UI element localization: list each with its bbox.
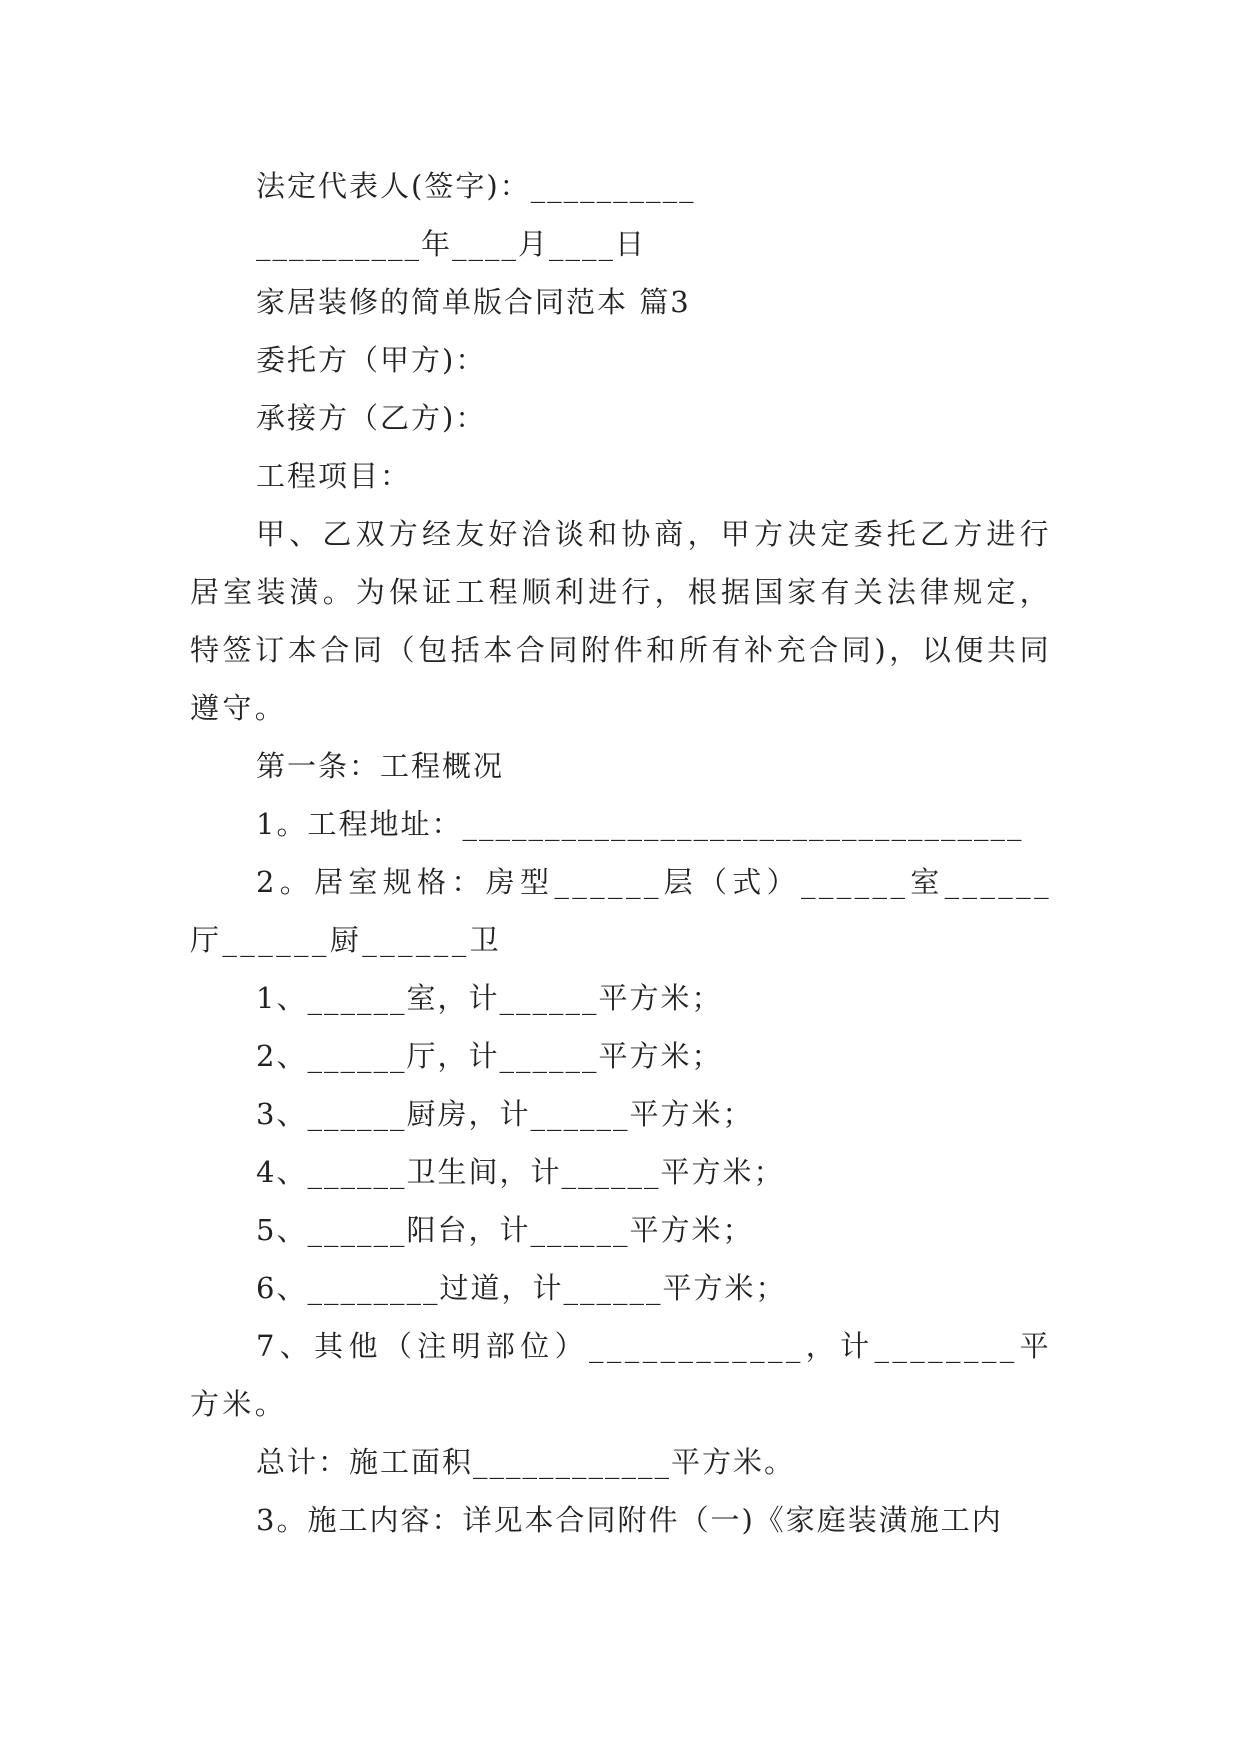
project-address-line: 1。工程地址：__________________________________ xyxy=(256,807,1024,841)
section-title: 家居装修的简单版合同范本 篇3 xyxy=(256,285,691,319)
legal-representative-signature-line: 法定代表人(签字)：__________ xyxy=(256,169,696,203)
room-area-item: 1、______室，计______平方米； xyxy=(256,981,723,1015)
hall-area-item: 2、______厅，计______平方米； xyxy=(256,1039,723,1073)
date-line: __________年____月____日 xyxy=(256,227,647,261)
article-one-heading: 第一条：工程概况 xyxy=(256,749,505,783)
balcony-area-item: 5、______阳台，计______平方米； xyxy=(256,1213,754,1247)
construction-content-line: 3。施工内容：详见本合同附件（一)《家庭装潢施工内 xyxy=(256,1503,1003,1537)
corridor-area-item: 6、________过道，计______平方米； xyxy=(256,1271,787,1305)
total-area-line: 总计：施工面积____________平方米。 xyxy=(256,1445,796,1479)
room-spec-paragraph: 2。居室规格：房型______层（式）______室______厅______厨______卫 xyxy=(190,865,1052,957)
kitchen-area-item: 3、______厨房，计______平方米； xyxy=(256,1097,754,1131)
intro-paragraph: 甲、乙双方经友好洽谈和协商，甲方决定委托乙方进行居室装潢。为保证工程顺利进行，根据国家有关法律规定，特签订本合同（包括本合同附件和所有补充合同)，以便共同遵守。 xyxy=(190,517,1052,725)
bathroom-area-item: 4、______卫生间，计______平方米； xyxy=(256,1155,785,1189)
party-b-line: 承接方（乙方)： xyxy=(256,401,487,435)
project-line: 工程项目： xyxy=(256,459,412,493)
other-area-paragraph: 7、其他（注明部位）____________，计________平方米。 xyxy=(190,1329,1052,1421)
document-body xyxy=(190,157,1052,1549)
party-a-line: 委托方（甲方)： xyxy=(256,343,487,377)
